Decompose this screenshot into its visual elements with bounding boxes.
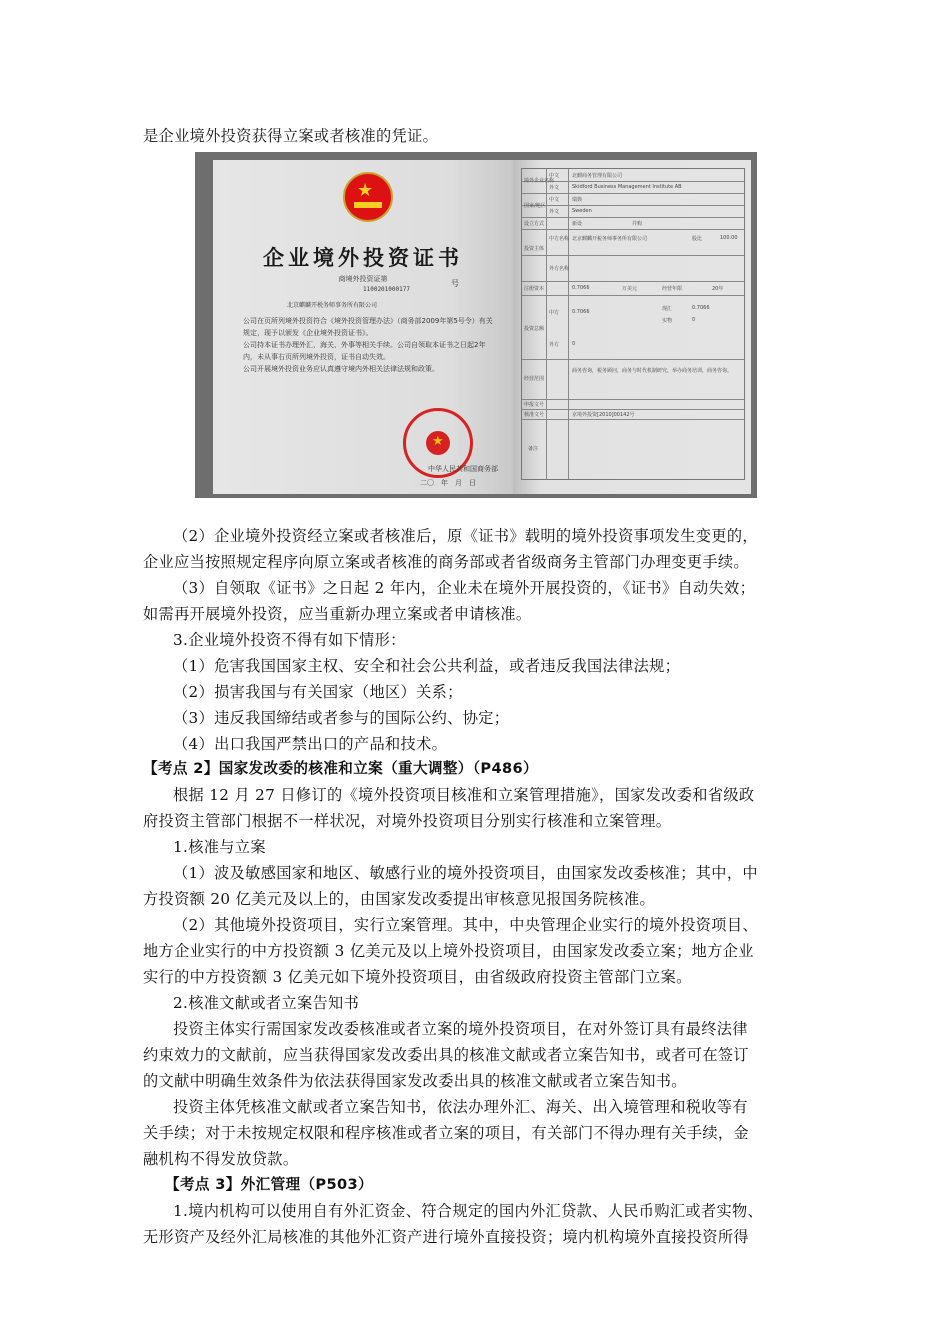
paragraph-procedures-line3: 融机构不得发放贷款。	[143, 1150, 299, 1168]
certificate-photo	[195, 152, 757, 498]
label-remark: 备注	[528, 446, 539, 452]
national-emblem-icon: ★	[343, 172, 393, 222]
paragraph-heading-3: 3.企业境外投资不得有如下情形：	[173, 631, 406, 649]
label-period: 经营年限	[662, 286, 683, 292]
label-scope: 经营范围	[524, 376, 545, 382]
paragraph-docs-line2: 约束效力的文献前，应当获得国家发改委出具的核准文献或者立案告知书，或者可在签订	[143, 1046, 749, 1064]
paragraph-ndrc-line1: 根据 12 月 27 日修订的《境外投资项目核准和立案管理措施》，国家发改委和省级政	[173, 786, 755, 804]
cn-value: 0.7066	[572, 309, 590, 315]
paragraph-sensitive-line2: 方投资额 20 亿美元及以上的，由国家发改委提出审核意见报国务院核准。	[143, 890, 656, 908]
list-item-4: （4）出口我国严禁出口的产品和技术。	[173, 735, 448, 753]
section-heading-2: 【考点 2】国家发改委的核准和立案（重大调整）（P486）	[143, 760, 538, 777]
list-item-1: （1）危害我国国家主权、安全和社会公共利益，或者违反我国法律法规；	[173, 657, 681, 675]
certificate-right-page	[513, 160, 751, 494]
list-item-3: （3）违反我国缔结或者参与的国际公约、协定；	[173, 709, 510, 727]
scope-value: 商务咨询，税务顾问，商务与时代机制研究，举办商务培训，商务咨询。	[572, 368, 733, 374]
cash-value: 0.7066	[692, 305, 710, 311]
cash-label: 现汇	[662, 306, 673, 312]
paragraph-other-line3: 实行的中方投资额 3 亿美元如下境外投资项目，由省级政府投资主管部门立案。	[143, 968, 692, 986]
paragraph-other-line1: （2）其他境外投资项目，实行立案管理。其中，中央管理企业实行的境外投资项目、	[173, 916, 758, 934]
certificate-subtitle: 商境外投资证第	[338, 275, 388, 283]
row2-label: 外文	[549, 185, 560, 191]
certificate-date: 二〇 年 月 日	[420, 479, 476, 487]
paragraph-sensitive-line1: （1）波及敏感国家和地区、敏感行业的境外投资项目，由国家发改委核准；其中，中	[173, 864, 758, 882]
paragraph-docs-line3: 的文献中明确生效条件为依法获得国家发改委出具的核准文献或者立案告知书。	[143, 1072, 687, 1090]
certificate-body-3: 公司开展境外投资业务应认真遵守境内外相关法律法规和政策。	[243, 365, 439, 373]
certificate-number: 1100201000177	[363, 286, 410, 293]
certificate-company: 北京麒麟开税务师事务所有限公司	[287, 302, 378, 309]
subheading-documents: 2.核准文献或者立案告知书	[173, 994, 360, 1012]
paragraph-ndrc-line2: 府投资主管部门根据不一样状况，对境外投资项目分别实行核准和立案管理。	[143, 812, 672, 830]
period-value: 20年	[712, 286, 724, 292]
capital-unit: 万美元	[622, 286, 638, 292]
kind-value: 0	[692, 317, 696, 323]
investor-foreign-label: 外方名称	[549, 266, 570, 272]
subheading-approval: 1.核准与立案	[173, 838, 266, 856]
certificate-body	[243, 315, 493, 375]
row1-value: 北麒商务管理有限公司	[572, 173, 623, 179]
row2-value: Skidford Business Management Institute AB	[572, 184, 682, 190]
foreign-side: 外方	[549, 342, 560, 348]
label-approval: 核准文号	[524, 412, 545, 418]
ministry-seal-icon: ★	[403, 408, 473, 478]
label-setup: 设立方式	[524, 221, 545, 227]
certificate-left-page	[213, 160, 513, 494]
paragraph-fx-line2: 无形资产及经外汇局核准的其他外汇资产进行境外直接投资；境内机构境外直接投资所得	[143, 1228, 749, 1246]
ratio-value: 100.00	[720, 235, 738, 241]
row3-value: 瑞典	[572, 197, 583, 203]
paragraph-3-line1: （3）自领取《证书》之日起 2 年内，企业未在境外开展投资的，《证书》自动失效；	[173, 579, 756, 597]
paragraph-2-line2: 企业应当按照规定程序向原立案或者核准的商务部或者省级商务主管部门办理变更手续。	[143, 553, 749, 571]
paragraph-procedures-line2: 关手续；对于未按规定权限和程序核准或者立案的项目，有关部门不得办理有关手续，金	[143, 1124, 749, 1142]
label-overseas-name: 境外企业名称	[524, 178, 555, 184]
paragraph-fx-line1: 1.境内机构可以使用自有外汇资金、符合规定的国内外汇贷款、人民币购汇或者实物、	[173, 1202, 764, 1220]
foreign-value: 0	[572, 341, 576, 347]
label-capital: 注册资本	[524, 286, 545, 292]
row3-label: 中文	[549, 197, 560, 203]
paragraph-2-line1: （2）企业境外投资经立案或者核准后，原《证书》载明的境外投资事项发生变更的，	[173, 527, 758, 545]
ratio-label: 股比	[692, 236, 703, 242]
row4-value: Sweden	[572, 208, 592, 214]
certificate-body-1: 公司在页所列境外投资符合《境外投资管理办法》（商务部2009年第5号令）有关规定，现予以颁发《企业境外投资证书》。	[243, 317, 493, 337]
certificate-hao: 号	[451, 279, 459, 288]
setup-option-merge: 并购	[632, 221, 643, 227]
investor-cn: 北京麒麟开税务师事务所有限公司	[572, 236, 648, 242]
label-country: 国家/地区	[524, 203, 546, 209]
certificate-body-2: 公司持本证书办理外汇、海关、外事等相关手续。公司自领取本证书之日起2年内，未从事右页所列境外投资，证书自动失效。	[243, 341, 486, 361]
setup-option-new: 新设	[572, 221, 583, 227]
investor-cn-label: 中方名称	[549, 236, 570, 242]
label-report: 申报文号	[524, 402, 545, 408]
approval-value: 京境外投资[2010]00142号	[572, 412, 635, 418]
label-total: 投资总额	[524, 326, 545, 332]
row1-label: 中文	[549, 173, 560, 179]
paragraph-docs-line1: 投资主体实行需国家发改委核准或者立案的境外投资项目，在对外签订具有最终法律	[173, 1020, 748, 1038]
capital-value: 0.7066	[572, 285, 590, 291]
kind-label: 实物	[662, 318, 673, 324]
paragraph-3-line2: 如需再开展境外投资，应当重新办理立案或者申请核准。	[143, 605, 532, 623]
paragraph-intro-end: 是企业境外投资获得立案或者核准的凭证。	[143, 127, 439, 145]
row4-label: 外文	[549, 209, 560, 215]
cn-side: 中方	[549, 310, 560, 316]
paragraph-other-line2: 地方企业实行的中方投资额 3 亿美元及以上境外投资项目，由国家发改委立案；地方企业	[143, 942, 754, 960]
label-investor: 投资主体	[524, 246, 545, 252]
certificate-table	[521, 168, 745, 480]
list-item-2: （2）损害我国与有关国家（地区）关系；	[173, 683, 463, 701]
certificate-book	[213, 160, 751, 494]
certificate-issuer: 中华人民共和国商务部	[428, 465, 498, 473]
section-heading-3: 【考点 3】外汇管理（P503）	[165, 1176, 373, 1193]
certificate-title: 企业境外投资证书	[263, 246, 463, 270]
paragraph-procedures-line1: 投资主体凭核准文献或者立案告知书，依法办理外汇、海关、出入境管理和税收等有	[173, 1098, 748, 1116]
